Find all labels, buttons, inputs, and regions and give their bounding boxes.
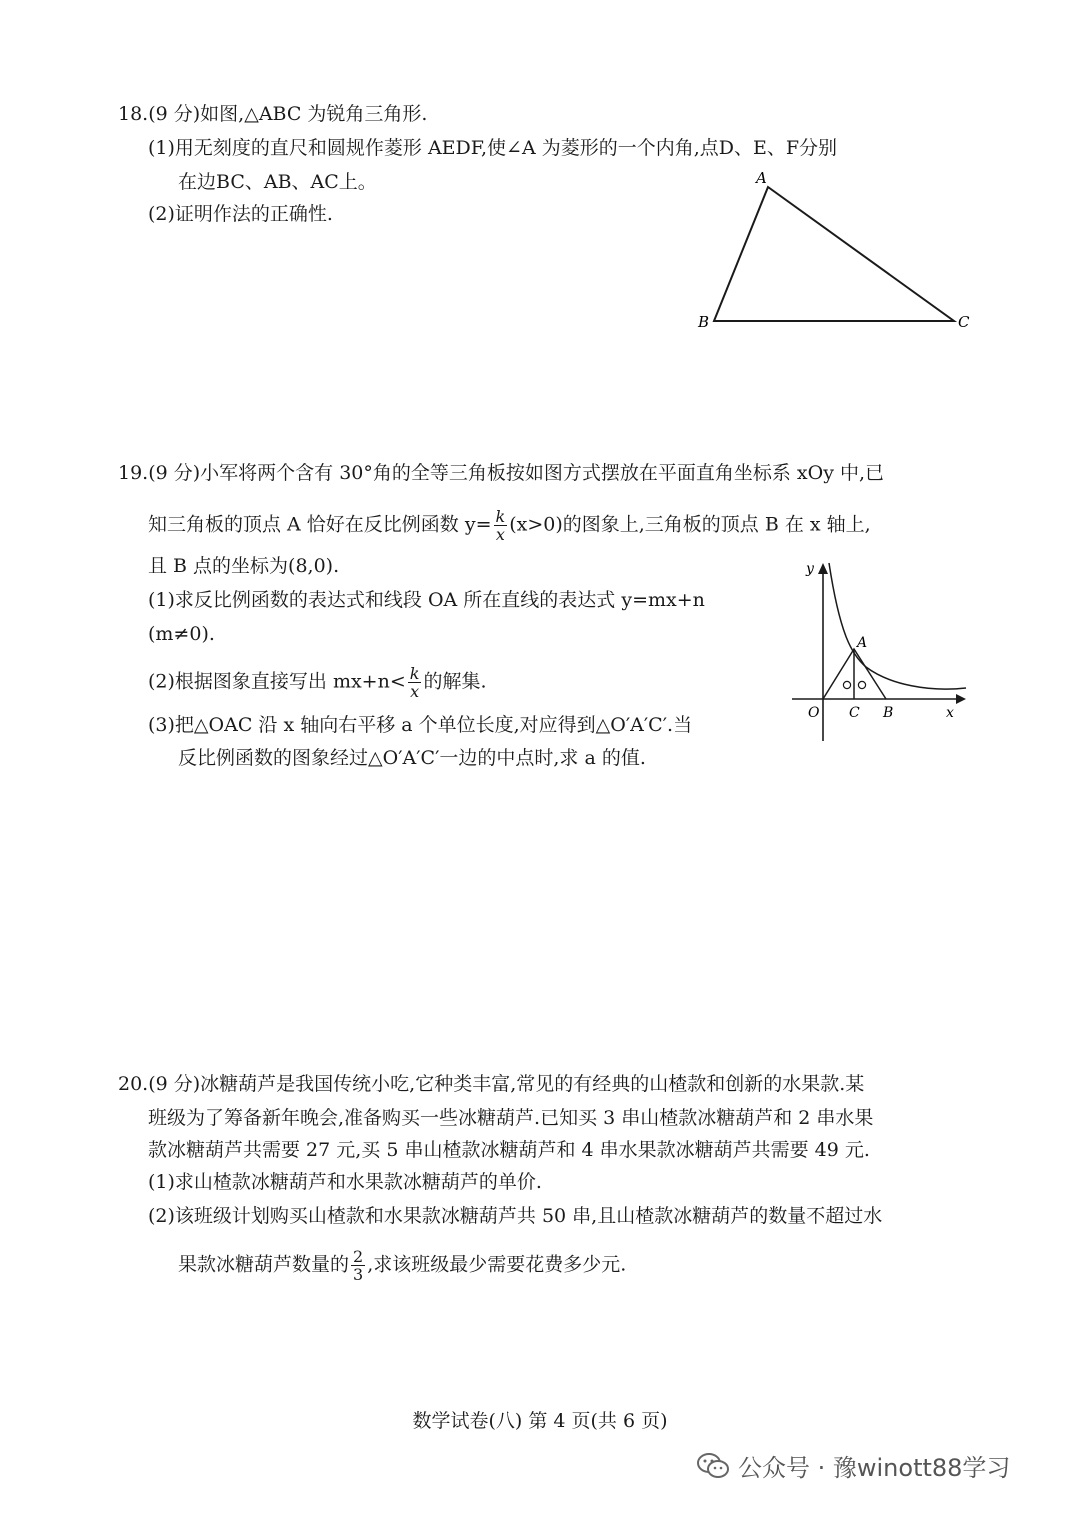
q20-line1: 20.(9 分)冰糖葫芦是我国传统小吃,它种类丰富,常见的有经典的山楂款和创新的水果款.某	[118, 1073, 865, 1095]
y-axis-arrow	[818, 563, 828, 574]
q20-fraction-two-thirds	[351, 1248, 365, 1283]
axis-label-y: y	[806, 561, 814, 577]
q20-part2-end: ,求该班级最少需要花费多少元.	[367, 1253, 627, 1276]
fraction-denominator: x	[410, 682, 420, 701]
watermark-text: 公众号 · 豫winott88学习	[738, 1454, 1011, 1482]
fraction-denominator: x	[495, 525, 505, 544]
q19-part2	[148, 665, 487, 700]
q19-line2	[148, 508, 871, 543]
fraction-numerator: k	[495, 507, 506, 526]
point-label-c: C	[849, 705, 860, 721]
vertex-label-a: A	[756, 169, 767, 187]
q20-line3: 款冰糖葫芦共需要 27 元,买 5 串山楂款冰糖葫芦和 4 串水果款冰糖葫芦共需要 49 元.	[148, 1139, 870, 1161]
q20-part2-line2	[178, 1248, 626, 1283]
q19-line2-start: 知三角板的顶点 A 恰好在反比例函数 y=	[148, 513, 492, 536]
q19-part1-line1: (1)求反比例函数的表达式和线段 OA 所在直线的表达式 y=mx+n	[148, 589, 705, 611]
q18-heading: 18.(9 分)如图,△ABC 为锐角三角形.	[118, 103, 428, 125]
angle-mark-left	[843, 681, 850, 688]
q19-part2-start: (2)根据图象直接写出 mx+n<	[148, 670, 406, 693]
q19-coordinate-figure	[790, 555, 980, 750]
origin-label-o: O	[808, 705, 820, 721]
q19-part2-fraction	[408, 665, 422, 700]
q20-part1: (1)求山楂款冰糖葫芦和水果款冰糖葫芦的单价.	[148, 1171, 542, 1193]
q19-part3-line1: (3)把△OAC 沿 x 轴向右平移 a 个单位长度,对应得到△O′A′C′.当	[148, 714, 693, 736]
page-footer: 数学试卷(八) 第 4 页(共 6 页)	[412, 1410, 668, 1432]
q19-part3-line2: 反比例函数的图象经过△O′A′C′一边的中点时,求 a 的值.	[178, 747, 646, 769]
angle-mark-right	[858, 681, 865, 688]
q20-line2: 班级为了筹备新年晚会,准备购买一些冰糖葫芦.已知买 3 串山楂款冰糖葫芦和 2 串水果	[148, 1107, 874, 1129]
q18-triangle-figure	[690, 165, 980, 345]
q18-part1-line1: (1)用无刻度的直尺和圆规作菱形 AEDF,使∠A 为菱形的一个内角,点D、E、F分别	[148, 137, 838, 159]
point-label-b: B	[883, 705, 894, 721]
q19-part1-line2: (m≠0).	[148, 623, 215, 645]
q20-part2-start: 果款冰糖葫芦数量的	[178, 1253, 350, 1276]
q18-part1-line2: 在边BC、AB、AC上。	[178, 171, 377, 193]
q19-line3: 且 B 点的坐标为(8,0).	[148, 555, 340, 577]
fraction-denominator: 3	[353, 1265, 364, 1284]
q19-part2-end: 的解集.	[423, 670, 487, 693]
wechat-icon	[696, 1451, 730, 1481]
point-label-a: A	[857, 635, 868, 651]
q18-part2: (2)证明作法的正确性.	[148, 203, 333, 225]
q19-line1: 19.(9 分)小军将两个含有 30°角的全等三角板按如图方式摆放在平面直角坐标系 xOy 中,已	[118, 462, 885, 484]
q19-fraction-k-over-x	[494, 508, 508, 543]
inverse-proportion-curve	[829, 563, 966, 689]
fraction-numerator: k	[409, 664, 420, 683]
vertex-label-c: C	[958, 313, 970, 331]
q20-part2-line1: (2)该班级计划购买山楂款和水果款冰糖葫芦共 50 串,且山楂款冰糖葫芦的数量不超过水	[148, 1205, 883, 1227]
x-axis-arrow	[956, 694, 966, 704]
q19-line2-end: (x>0)的图象上,三角板的顶点 B 在 x 轴上,	[509, 513, 871, 536]
watermark	[696, 1448, 1010, 1483]
fraction-numerator: 2	[353, 1247, 364, 1266]
triangle-abc	[714, 187, 954, 321]
axis-label-x: x	[946, 705, 954, 721]
vertex-label-b: B	[698, 313, 710, 331]
